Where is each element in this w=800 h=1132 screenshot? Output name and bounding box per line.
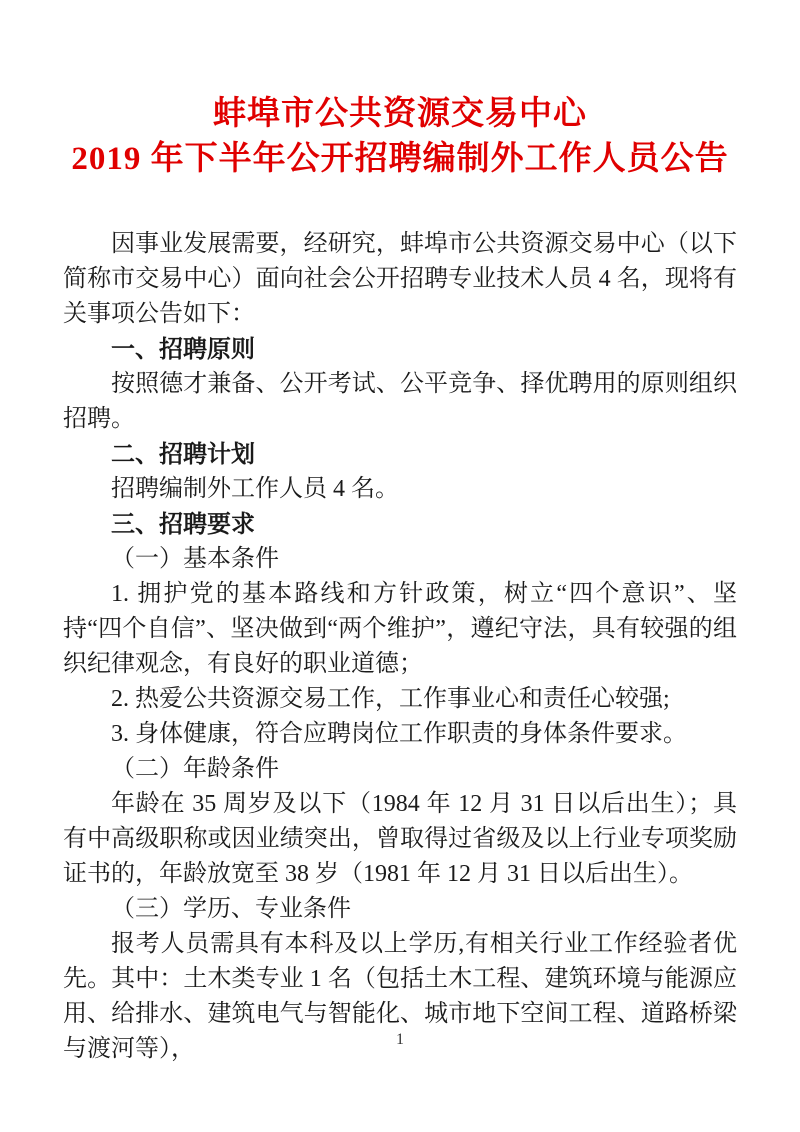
paragraph: 按照德才兼备、公开考试、公平竞争、择优聘用的原则组织招聘。 xyxy=(63,371,737,432)
paragraph: （三）学历、专业条件 xyxy=(111,896,351,922)
document-title-line1: 蚌埠市公共资源交易中心 xyxy=(213,96,587,132)
paragraph: 1. 拥护党的基本路线和方针政策，树立“四个意识”、坚持“四个自信”、坚决做到“两个维护”，遵纪守法，具有较强的组织纪律观念，有良好的职业道德； xyxy=(63,581,737,677)
paragraph: 报考人员需具有本科及以上学历,有相关行业工作经验者优先。其中：土木类专业 1 名（包括土木工程、建筑环境与能源应用、给排水、建筑电气与智能化、城市地下空间工程、道路桥梁与渡河等）， xyxy=(63,931,737,1062)
paragraph: （二）年龄条件 xyxy=(111,756,279,782)
document-title xyxy=(40,92,760,182)
section-heading: 一、招聘原则 xyxy=(111,336,255,363)
paragraph: 招聘编制外工作人员 4 名。 xyxy=(111,476,399,502)
page-number: 1 xyxy=(396,1031,404,1048)
section-heading: 二、招聘计划 xyxy=(111,441,255,468)
paragraph: 年龄在 35 周岁及以下（1984 年 12 月 31 日以后出生）；具有中高级职称或因业绩突出，曾取得过省级及以上行业专项奖励证书的，年龄放宽至 38 岁（1981 年 12 月 31 日以后出生）。 xyxy=(63,791,737,887)
paragraph: 2. 热爱公共资源交易工作，工作事业心和责任心较强; xyxy=(111,686,670,712)
paragraph: （一）基本条件 xyxy=(111,546,279,572)
document-body xyxy=(63,227,737,1067)
document-title-line2: 2019 年下半年公开招聘编制外工作人员公告 xyxy=(71,141,729,177)
paragraph: 因事业发展需要，经研究，蚌埠市公共资源交易中心（以下简称市交易中心）面向社会公开招聘专业技术人员 4 名，现将有关事项公告如下： xyxy=(63,231,737,327)
section-heading: 三、招聘要求 xyxy=(111,511,255,538)
paragraph: 3. 身体健康，符合应聘岗位工作职责的身体条件要求。 xyxy=(111,721,687,747)
